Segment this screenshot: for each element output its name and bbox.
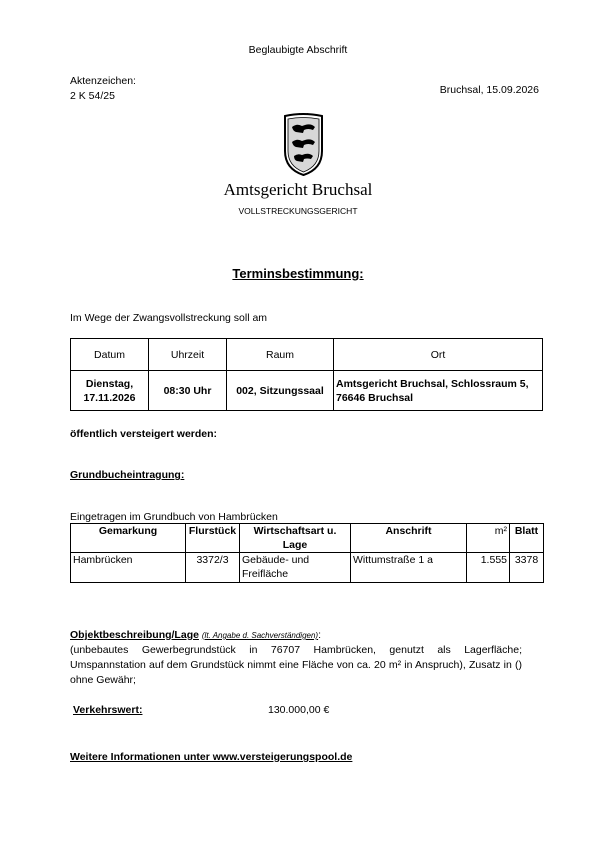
value-label: Verkehrswert: [73, 704, 143, 716]
more-info: Weitere Informationen unter www.versteigerungspool.de [70, 751, 353, 763]
cell-district: Hambrücken [71, 553, 186, 583]
object-heading-line [70, 629, 321, 641]
appointment-place: Amtsgericht Bruchsal, Schlossraum 5, 76646 Bruchsal [334, 371, 543, 411]
cell-area: 1.555 [467, 553, 510, 583]
appointment-room: 002, Sitzungssaal [227, 371, 334, 411]
appointment-row [71, 371, 543, 411]
land-register-table [70, 523, 544, 583]
cell-usage: Gebäude- und Freifläche [240, 553, 351, 583]
appointment-table [70, 338, 543, 411]
land-register-header-row [71, 524, 544, 553]
court-division: VOLLSTRECKUNGSGERICHT [238, 206, 358, 216]
land-register-row [71, 553, 544, 583]
page-title: Terminsbestimmung: [232, 266, 364, 281]
place-date: Bruchsal, 15.09.2026 [439, 84, 539, 96]
appointment-time: 08:30 Uhr [149, 371, 227, 411]
header-address: Anschrift [351, 524, 467, 553]
header-date: Datum [71, 339, 149, 371]
header-time: Uhrzeit [149, 339, 227, 371]
header-parcel: Flurstück [186, 524, 240, 553]
cell-sheet: 3378 [510, 553, 544, 583]
cell-address: Wittumstraße 1 a [351, 553, 467, 583]
land-register-intro: Eingetragen im Grundbuch von Hambrücken [70, 511, 278, 523]
appointment-date: Dienstag, 17.11.2026 [71, 371, 149, 411]
cell-parcel: 3372/3 [186, 553, 240, 583]
header-area: m² [467, 524, 510, 553]
auction-statement: öffentlich versteigert werden: [70, 428, 218, 440]
object-description: (unbebautes Gewerbegrundstück in 76707 Hambrücken, genutzt als Lagerfläche; Umspannstation auf dem Grundstück nimmt eine Fläche von ca. 20 m² in Anspruch), Zusatz in () ohne Gewähr; [70, 644, 522, 686]
header-district: Gemarkung [71, 524, 186, 553]
header-room: Raum [227, 339, 334, 371]
object-colon: : [318, 629, 322, 641]
file-ref: 2 K 54/25 [70, 90, 115, 102]
copy-label: Beglaubigte Abschrift [248, 44, 348, 56]
header-place: Ort [334, 339, 543, 371]
value-amount: 130.000,00 € [268, 704, 330, 716]
file-ref-label: Aktenzeichen: [70, 75, 136, 87]
object-heading: Objektbeschreibung/Lage [70, 629, 199, 641]
appointment-header-row [71, 339, 543, 371]
court-name: Amtsgericht Bruchsal [223, 180, 373, 199]
coat-of-arms-icon [281, 113, 326, 176]
object-source-note: (lt. Angabe d. Sachverständigen) [201, 631, 319, 640]
header-sheet: Blatt [510, 524, 544, 553]
intro-text: Im Wege der Zwangsvollstreckung soll am [70, 312, 268, 324]
land-register-heading: Grundbucheintragung: [70, 469, 185, 481]
header-usage: Wirtschaftsart u. Lage [240, 524, 351, 553]
